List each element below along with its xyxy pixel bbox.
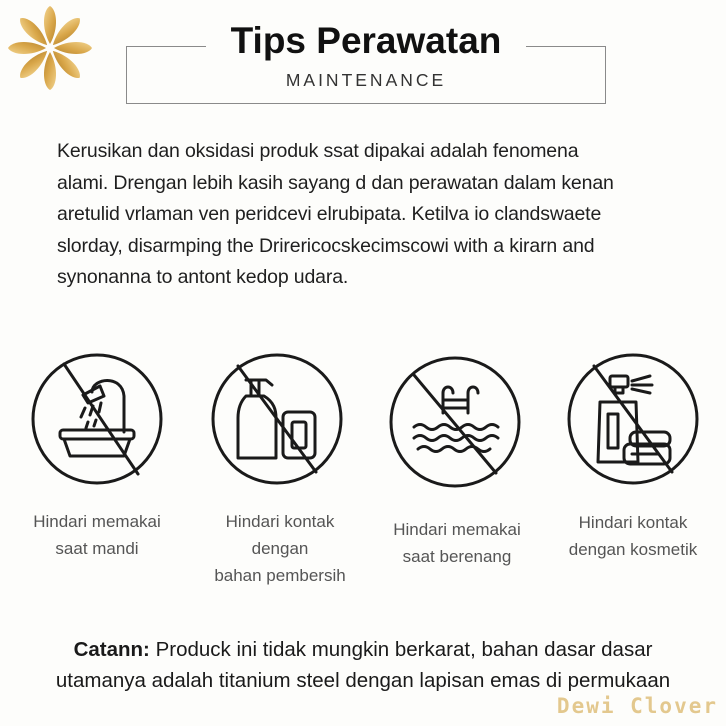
care-label-line: saat mandi (55, 539, 139, 558)
care-label-line: Hindari memakai (393, 520, 521, 539)
intro-line: Kerusikan dan oksidasi produk ssat dipakai adalah fenomena (57, 140, 579, 162)
intro-line: slorday, disarmping the Drirericocskecimscowi with a kirarn and (57, 234, 595, 257)
note-text: Produck ini tidak mungkin berkarat, bahan dasar dasar (149, 638, 653, 661)
no-cleaning-products-icon (210, 352, 344, 486)
page-title: Tips Perawatan (206, 18, 526, 64)
care-label-line: saat berenang (402, 547, 512, 566)
care-label-line: Hindari kontak (578, 513, 688, 532)
clover-logo-icon (4, 2, 96, 94)
intro-line: aretulid vrlaman ven peridcevi elrubipata. Ketilva io clandswaete (57, 203, 602, 225)
brand-watermark: Dewi Clover (556, 694, 718, 718)
care-label-line: Hindari kontak (225, 512, 335, 531)
care-note (0, 634, 726, 696)
no-swimming-icon (388, 355, 522, 489)
care-label-line: bahan pembersih (214, 566, 346, 585)
care-label-no-cosmetics (538, 509, 726, 563)
no-cosmetics-icon (566, 352, 700, 486)
care-label-line: Hindari memakai (33, 512, 161, 531)
intro-line: alami. Drengan lebih kasih sayang d dan perawatan dalam kenan (57, 171, 614, 194)
no-shower-icon (30, 352, 164, 486)
care-label-no-swimming (362, 516, 552, 570)
care-label-line: dengan (251, 539, 309, 558)
care-label-line: dengan kosmetik (568, 540, 698, 559)
intro-paragraph (57, 136, 697, 294)
note-line: utamanya adalah titanium steel dengan lapisan emas di permukaan (55, 669, 671, 692)
care-label-no-shower (2, 508, 192, 562)
care-label-no-cleaning-products (185, 508, 375, 589)
note-label: Catann: (73, 638, 150, 661)
intro-line: synonanna to antont kedop udara. (57, 266, 349, 288)
page-subtitle: MAINTENANCE (285, 70, 447, 90)
note-line (0, 634, 726, 665)
